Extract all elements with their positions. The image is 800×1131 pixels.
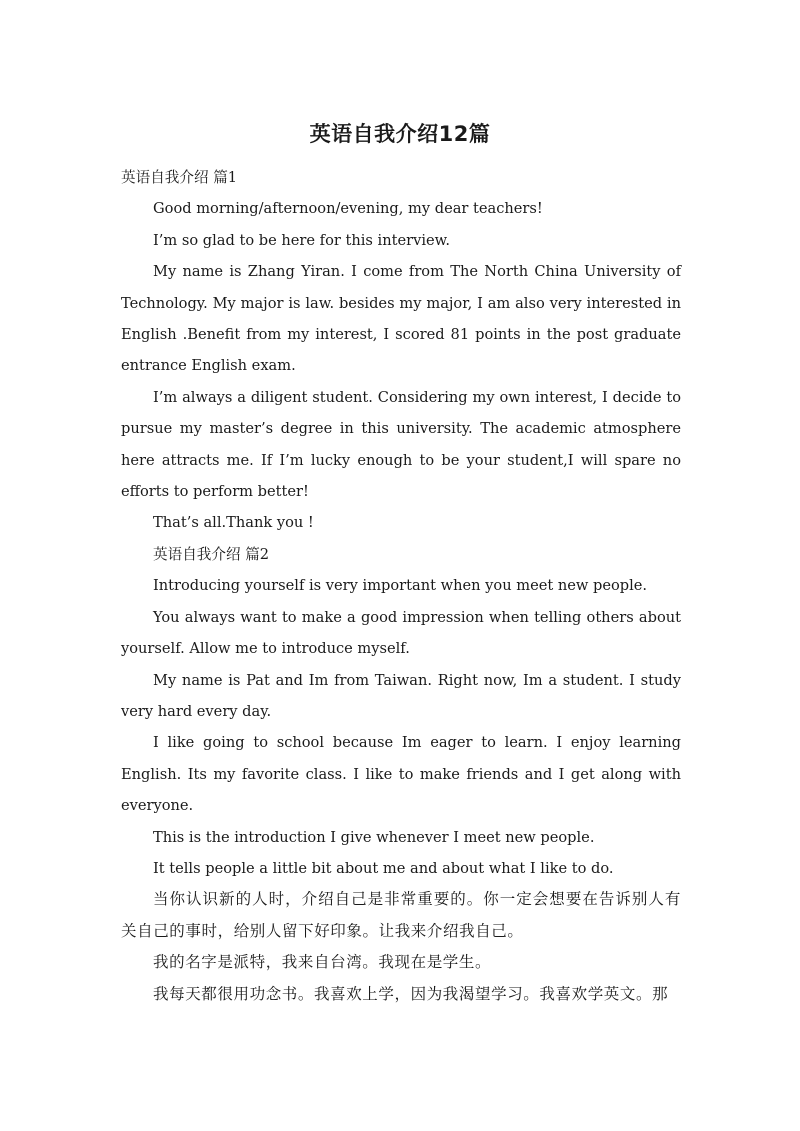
- document-title: 英语自我介绍12篇: [309, 122, 491, 146]
- paragraph: It tells people a little bit about me and about what I like to do.: [153, 859, 614, 877]
- paragraph: This is the introduction I give whenever I meet new people.: [153, 828, 595, 846]
- paragraph: You always want to make a good impression when telling others about yourself. Allow me to introduce myself.: [121, 608, 681, 658]
- paragraph: My name is Zhang Yiran. I come from The North China University of Technology. My major is law. besides my major, I am also very interested in English .Benefit from my interest, I scored 81 points in the post graduate entrance English exam.: [121, 263, 681, 375]
- paragraph: Good morning/afternoon/evening, my dear teachers!: [153, 200, 543, 218]
- chinese-paragraph: 我每天都很用功念书。我喜欢上学，因为我渴望学习。我喜欢学英文。那: [153, 984, 669, 1003]
- chinese-paragraph: 当你认识新的人时，介绍自己是非常重要的。你一定会想要在告诉别人有关自己的事时，给别人留下好印象。让我来介绍我自己。: [121, 890, 681, 940]
- section-heading-2: 英语自我介绍 篇2: [153, 545, 270, 563]
- paragraph: I like going to school because Im eager to learn. I enjoy learning English. Its my favorite class. I like to make friends and I get along with everyone.: [121, 734, 681, 815]
- chinese-paragraph: 我的名字是派特，我来自台湾。我现在是学生。: [153, 953, 492, 972]
- document-body: [121, 162, 681, 1010]
- paragraph: I’m always a diligent student. Considering my own interest, I decide to pursue my master’s degree in this university. The academic atmosphere here attracts me. If I’m lucky enough to be your student,I will spare no efforts to perform better!: [121, 388, 681, 501]
- paragraph: My name is Pat and Im from Taiwan. Right now, Im a student. I study very hard every day.: [121, 671, 681, 720]
- paragraph: I’m so glad to be here for this interview.: [153, 231, 451, 249]
- paragraph: That’s all.Thank you !: [153, 514, 314, 532]
- paragraph: Introducing yourself is very important when you meet new people.: [153, 577, 648, 595]
- section-heading-1: 英语自我介绍 篇1: [121, 169, 238, 186]
